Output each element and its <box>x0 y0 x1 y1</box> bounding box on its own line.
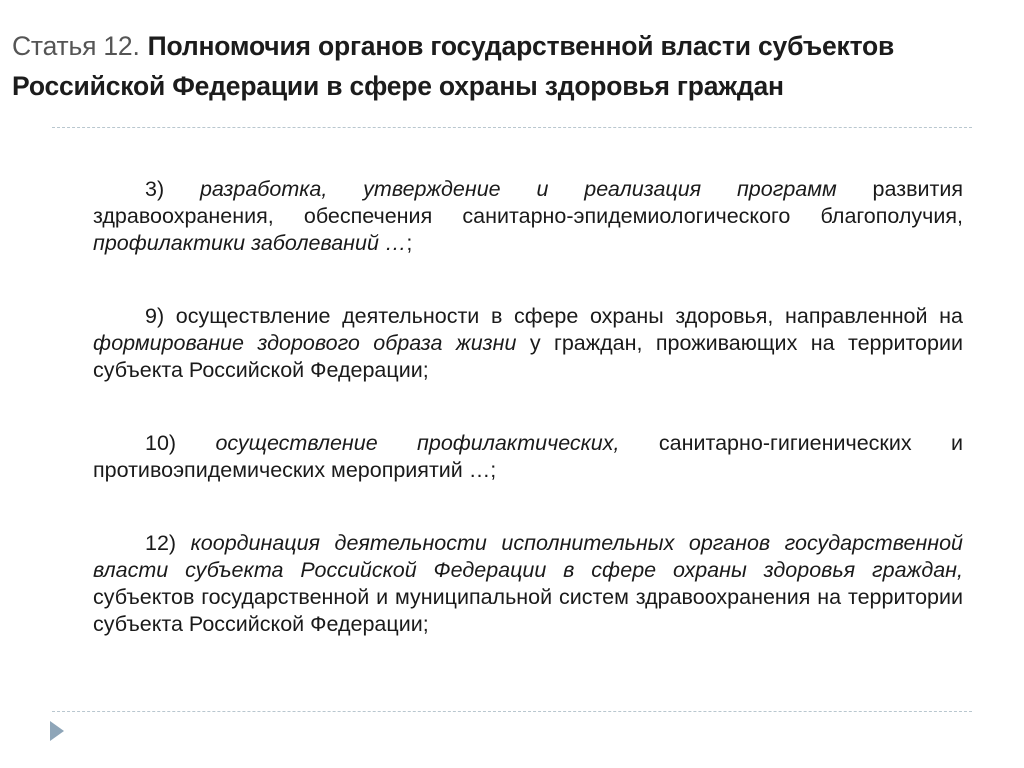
bottom-divider <box>52 711 972 712</box>
slide-title <box>12 26 1016 106</box>
paragraph-text: 3) <box>145 177 200 201</box>
paragraph-item-9 <box>93 303 963 384</box>
paragraph-text: 12) <box>145 531 191 555</box>
paragraph-emphasis: координация деятельности исполнительных органов государственной власти субъекта Российской Федерации в сфере охраны здоровья граждан, <box>93 531 963 582</box>
paragraph-emphasis: разработка, утверждение и реализация программ <box>199 177 837 201</box>
article-label: Статья 12. <box>12 31 140 61</box>
paragraph-emphasis: формирование здорового образа жизни <box>93 331 517 355</box>
paragraph-item-12 <box>93 530 963 638</box>
paragraph-text: субъектов государственной и муниципальной систем здравоохранения на территории субъекта Российской Федерации; <box>93 585 963 636</box>
paragraph-item-10 <box>93 430 963 484</box>
paragraph-text: санитарно-гигиенических и противоэпидемических мероприятий …; <box>93 431 963 482</box>
article-content <box>93 176 963 638</box>
top-divider <box>52 127 972 128</box>
paragraph-emphasis: осуществление профилактических, <box>215 431 620 455</box>
paragraph-text: у граждан, проживающих на территории субъекта Российской Федерации; <box>93 331 963 382</box>
paragraph-text: 9) осуществление деятельности в сфере охраны здоровья, направленной на <box>145 304 963 328</box>
paragraph-emphasis: профилактики заболеваний … <box>93 231 407 255</box>
paragraph-text: развития здравоохранения, обеспечения санитарно-эпидемиологического благополучия, <box>93 177 964 228</box>
paragraph-text: ; <box>406 231 413 255</box>
paragraph-text: 10) <box>145 431 216 455</box>
paragraph-item-3 <box>93 176 963 257</box>
title-text: Полномочия органов государственной власти субъектов Российской Федерации в сфере охраны здоровья граждан <box>12 31 895 101</box>
triangle-right-icon[interactable] <box>50 721 64 741</box>
